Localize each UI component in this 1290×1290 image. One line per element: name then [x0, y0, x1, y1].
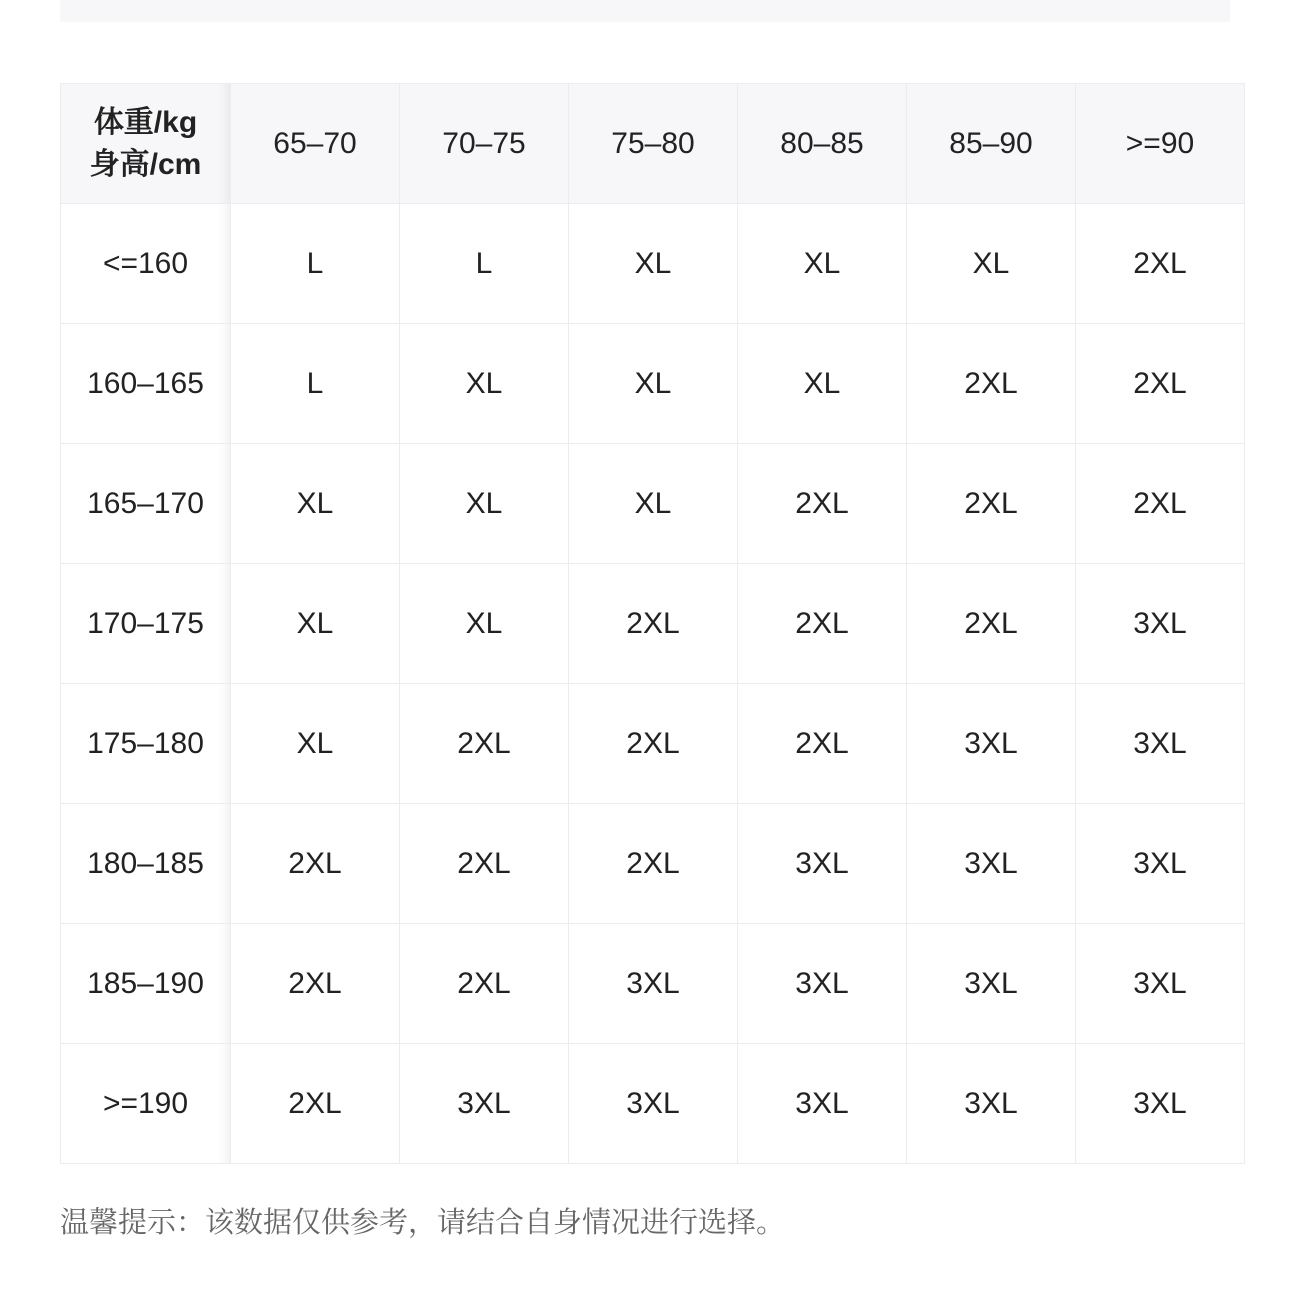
size-cell: 2XL	[400, 804, 569, 924]
size-cell: XL	[231, 444, 400, 564]
size-cell: 2XL	[231, 924, 400, 1044]
weight-unit-label: 体重/kg	[93, 105, 198, 139]
size-cell: 2XL	[569, 684, 738, 804]
size-cell: 2XL	[569, 564, 738, 684]
table-header-row	[61, 84, 1245, 204]
size-cell: 3XL	[907, 924, 1076, 1044]
size-cell: XL	[569, 204, 738, 324]
weight-column-header: 75–80	[569, 84, 738, 204]
size-cell: 3XL	[569, 1044, 738, 1164]
size-cell: 3XL	[569, 924, 738, 1044]
size-cell: 3XL	[738, 924, 907, 1044]
size-cell: L	[231, 204, 400, 324]
height-row-header: 170–175	[61, 564, 231, 684]
size-cell: 3XL	[738, 1044, 907, 1164]
size-chart-table	[60, 83, 1245, 1164]
size-cell: 2XL	[1076, 444, 1245, 564]
size-cell: XL	[400, 564, 569, 684]
height-row-header: <=160	[61, 204, 231, 324]
size-cell: 2XL	[569, 804, 738, 924]
size-cell: XL	[738, 204, 907, 324]
weight-column-header: 70–75	[400, 84, 569, 204]
size-cell: L	[400, 204, 569, 324]
weight-column-header: >=90	[1076, 84, 1245, 204]
size-cell: 3XL	[1076, 924, 1245, 1044]
size-cell: 2XL	[907, 444, 1076, 564]
size-cell: XL	[231, 564, 400, 684]
table-body	[61, 204, 1245, 1164]
table-row	[61, 684, 1245, 804]
size-cell: 3XL	[1076, 684, 1245, 804]
height-row-header: 175–180	[61, 684, 231, 804]
size-cell: XL	[569, 444, 738, 564]
height-unit-label: 身高/cm	[89, 147, 202, 181]
size-cell: XL	[907, 204, 1076, 324]
size-cell: XL	[231, 684, 400, 804]
weight-column-header: 65–70	[231, 84, 400, 204]
table-row	[61, 804, 1245, 924]
size-cell: 3XL	[1076, 1044, 1245, 1164]
size-cell: 3XL	[1076, 804, 1245, 924]
height-row-header: >=190	[61, 1044, 231, 1164]
size-cell: 2XL	[400, 924, 569, 1044]
size-cell: XL	[569, 324, 738, 444]
table-row	[61, 1044, 1245, 1164]
height-row-header: 185–190	[61, 924, 231, 1044]
table-row	[61, 924, 1245, 1044]
height-row-header: 160–165	[61, 324, 231, 444]
tip-text: 温馨提示：该数据仅供参考，请结合自身情况进行选择。	[60, 1207, 786, 1239]
weight-column-header: 85–90	[907, 84, 1076, 204]
size-cell: 2XL	[738, 444, 907, 564]
size-cell: 2XL	[400, 684, 569, 804]
height-row-header: 180–185	[61, 804, 231, 924]
table-row	[61, 204, 1245, 324]
size-cell: 3XL	[400, 1044, 569, 1164]
size-cell: 2XL	[738, 564, 907, 684]
size-cell: 3XL	[907, 1044, 1076, 1164]
size-cell: 3XL	[1076, 564, 1245, 684]
size-cell: XL	[400, 324, 569, 444]
table-row	[61, 564, 1245, 684]
size-cell: L	[231, 324, 400, 444]
height-row-header: 165–170	[61, 444, 231, 564]
size-cell: 3XL	[907, 684, 1076, 804]
size-cell: 2XL	[231, 1044, 400, 1164]
weight-column-header: 80–85	[738, 84, 907, 204]
size-cell: 3XL	[907, 804, 1076, 924]
table-row	[61, 444, 1245, 564]
size-cell: 2XL	[1076, 204, 1245, 324]
size-cell: 2XL	[1076, 324, 1245, 444]
size-cell: 2XL	[907, 564, 1076, 684]
size-cell: XL	[400, 444, 569, 564]
corner-header	[61, 84, 231, 204]
size-cell: 2XL	[231, 804, 400, 924]
size-cell: 3XL	[738, 804, 907, 924]
size-cell: 2XL	[738, 684, 907, 804]
table-row	[61, 324, 1245, 444]
size-cell: XL	[738, 324, 907, 444]
size-cell: 2XL	[907, 324, 1076, 444]
top-panel-edge	[60, 0, 1230, 22]
